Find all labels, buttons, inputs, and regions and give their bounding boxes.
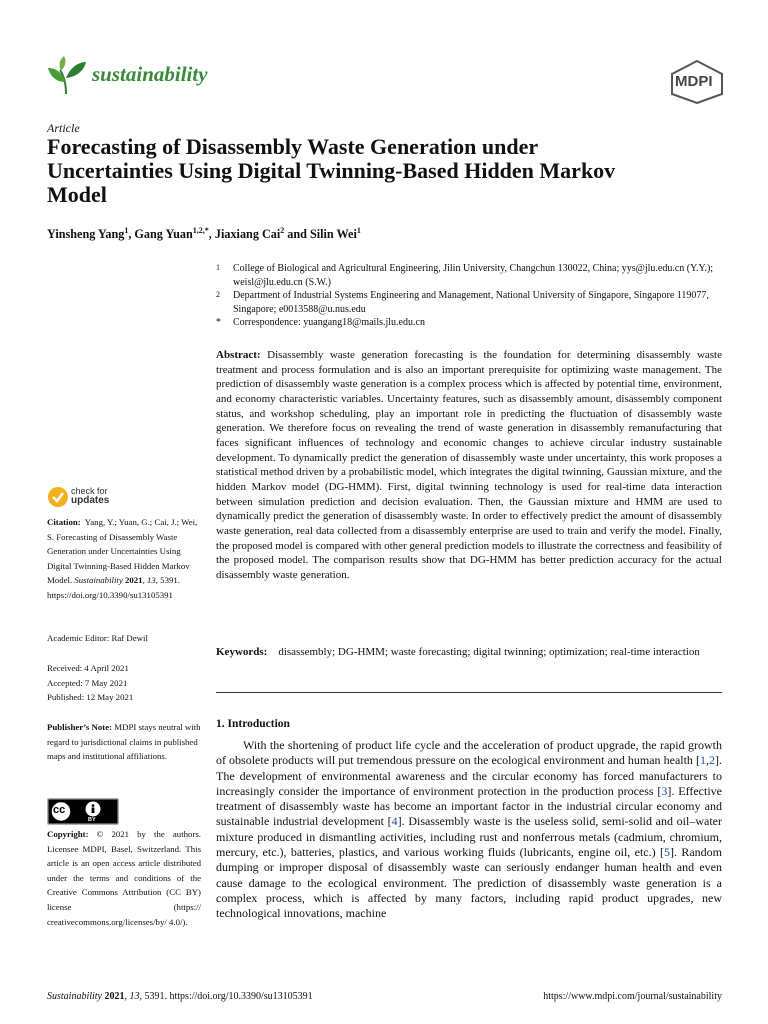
keywords-text: disassembly; DG-HMM; waste forecasting; digital twinning; optimization; real-time interaction (278, 646, 700, 658)
section-divider (216, 692, 722, 693)
reference-link[interactable]: 3 (661, 783, 668, 798)
author-affil: 2 (280, 226, 285, 235)
citation-text: Yang, Y.; Yuan, G.; Cai, J.; Wei, S. Forecasting of Disassembly Waste Generation under Uncertainties Using Digital Twinning-Based Hidden Markov Model. (47, 517, 198, 586)
keywords-label: Keywords: (216, 646, 268, 658)
reference-link[interactable]: 1 (700, 753, 706, 768)
paper-title: Forecasting of Disassembly Waste Generation under Uncertainties Using Digital Twinning-Based Hidden Markov Model (47, 134, 616, 207)
intro-text: ]. Random dumping or improper disposal of disassembly waste can seriously endanger human health and even cause damage to the ecological environment. The prediction of disassembly waste generation is a complex process, which is affected by many factors, including rapid product upgrades, new technological innovations, machine (216, 845, 722, 921)
citation-doi-link[interactable]: https://doi.org/10.3390/su13105391 (47, 589, 173, 600)
reference-link[interactable]: 2 (709, 753, 715, 768)
affiliation-mark: 2 (216, 290, 220, 299)
publisher-name: MDPI (675, 73, 713, 90)
accepted-date: Accepted: 7 May 2021 (47, 677, 128, 688)
citation-year: 2021 (124, 575, 143, 586)
citation-journal: Sustainability (74, 575, 123, 586)
check-for-updates-icon (47, 486, 69, 508)
copyright-label: Copyright: (47, 829, 89, 839)
copyright-notice (47, 827, 201, 929)
footer-year: 2021 (104, 991, 125, 1002)
publishers-note (47, 720, 201, 764)
copyright-text: © 2021 by the authors. Licensee MDPI, Basel, Switzerland. This article is an open access article distributed under the terms and conditions of the Creative Commons Attribution (CC BY) license (https:// creativecommons.org/licenses/by/ 4.0/). (47, 829, 201, 927)
received-date: Received: 4 April 2021 (47, 663, 129, 673)
author-list (47, 226, 361, 242)
author-affil: 1,2,* (192, 226, 209, 235)
affiliation-text: Department of Industrial Systems Engineering and Management, National University of Singapore, Singapore 119077, Singapore; e0013588@u.nus.edu (233, 290, 709, 315)
journal-name[interactable]: sustainability (92, 62, 208, 86)
author-sep: , (208, 227, 215, 242)
footer-journal: Sustainability (47, 991, 102, 1002)
keywords (216, 645, 722, 660)
author-name[interactable]: Yinsheng Yang (47, 227, 125, 242)
footer-journal-url[interactable]: https://www.mdpi.com/journal/sustainability (543, 991, 722, 1002)
correspondence-text: Correspondence: yuangang18@mails.jlu.edu.cn (233, 317, 425, 328)
updates-text: updates (71, 495, 110, 506)
affiliation-mark: * (216, 317, 221, 328)
abstract (216, 348, 722, 583)
affiliation-item (216, 289, 726, 316)
citation-volume: 13 (146, 575, 156, 586)
footer-volume: 13 (129, 991, 140, 1002)
author-sep: and (284, 227, 310, 242)
academic-editor: Academic Editor: Raf Dewil (47, 633, 148, 643)
published-date: Published: 12 May 2021 (47, 692, 134, 703)
citation: Citation: Yang, Y.; Yuan, G.; Cai, J.; Wei, S. Forecasting of Disassembly Waste Generation under Uncertainties Using Digital Twinning-Based Hidden Markov Model. Sustainability 2021, 13, 5391. https://doi.org/10.3390/su13105391 (47, 517, 198, 600)
by-label: BY (88, 817, 96, 823)
cc-by-license-badge[interactable] (47, 798, 119, 825)
author-name[interactable]: Jiaxiang Cai (214, 227, 281, 242)
intro-text: ]. The development of environmental awareness and the circular economy has forced manufacturers to increasingly consider the importance of environment protection in the production process [ (216, 753, 722, 798)
intro-text: ]. Effective treatment of disassembly waste has become an important factor in the industrial circular economy and sustainable industrial development [ (216, 783, 723, 829)
abstract-text: Disassembly waste generation forecasting is the foundation for determining disassembly waste treatment and process formulation and is also an important prerequisite for optimizing waste management. The prediction of disassembly waste generation is a complex process which is affected by potential time, environment, and economy characteristic variables. Uncertainty features, such as disassembly amount, disassembly component status, and workshop scheduling, play an important role in predicting the fluctuation of disassembly waste generation. We therefore focus on revealing the trend of waste generation in disassembly remanufacturing that faces significant influences of technology and economic changes to achieve circular industry sustainable development. To dynamically predict the generation of disassembly waste under uncertainty, this work proposes a statistical method driven by a probabilistic model, which integrates the digital twinning, Gaussian mixture, and the hidden Markov model (DG-HMM). First, digital twinning technology is used for real-time data interaction between simulation prediction and decision evaluation. Then, the Gaussian mixture and HMM are used to dynamically predict the generation of disassembly waste. In order to effectively predict the amount of disassembly waste generation, real data collected from a disassembly enterprise are used to train and verify the model. Finally, the proposed model is compared with other general prediction models to illustrate the correctness and feasibility of the proposed model. The comparison results show that DG-HMM has better prediction accuracy for the actual disassembly waste generation. (216, 349, 722, 581)
cc-label: cc (53, 804, 66, 816)
footer-citation: Sustainability 2021, 13, 5391. https://doi.org/10.3390/su13105391 (47, 991, 313, 1002)
article-type: Article (47, 121, 80, 135)
reference-link[interactable]: 5 (663, 845, 670, 860)
intro-text: ]. Disassembly waste is the useless solid, semi-solid and oil–water mixture produced in dismantling activities, including rust and nonferrous metals (cadmium, chromium, mercury, etc.), batteries, plastics, and various working fluids (lubricants, engine oil, etc.) [ (216, 814, 723, 860)
abstract-label: Abstract: (216, 349, 261, 361)
author-name[interactable]: Gang Yuan (134, 227, 193, 242)
footer-doi[interactable]: , 5391. https://doi.org/10.3390/su13105391 (139, 991, 313, 1002)
section-heading-introduction: 1. Introduction (216, 718, 290, 730)
author-affil: 1 (124, 226, 129, 235)
reference-link[interactable]: 4 (391, 814, 398, 829)
introduction-paragraph (216, 738, 722, 922)
sustainability-logo-icon (46, 56, 88, 96)
publication-dates (47, 661, 201, 705)
author-sep: , (128, 227, 135, 242)
publishers-note-label: Publisher’s Note: (47, 722, 113, 732)
affiliations (216, 262, 726, 330)
intro-text: , (706, 753, 709, 768)
author-affil: 1 (356, 226, 361, 235)
affiliation-item (216, 316, 726, 330)
author-name[interactable]: Silin Wei (310, 227, 357, 242)
intro-text: With the shortening of product life cycle and the acceleration of product upgrade, the rapid growth of obsolete products will put tremendous pressure on the ecological environment and human health [ (216, 738, 722, 768)
citation-label: Citation: (47, 517, 81, 527)
check-for-text: check for (71, 486, 108, 496)
affiliation-text: College of Biological and Agricultural Engineering, Jilin University, Changchun 130022, China; yys@jlu.edu.cn (Y.Y.); weisl@jlu.edu.cn (S.W.) (233, 263, 714, 288)
mdpi-logo[interactable] (669, 60, 725, 104)
publishers-note-text: MDPI stays neutral with regard to jurisdictional claims in published maps and institutional affiliations. (47, 722, 201, 762)
affiliation-mark: 1 (216, 263, 220, 272)
affiliation-item (216, 262, 726, 289)
citation-page: , 5391. (155, 575, 180, 586)
